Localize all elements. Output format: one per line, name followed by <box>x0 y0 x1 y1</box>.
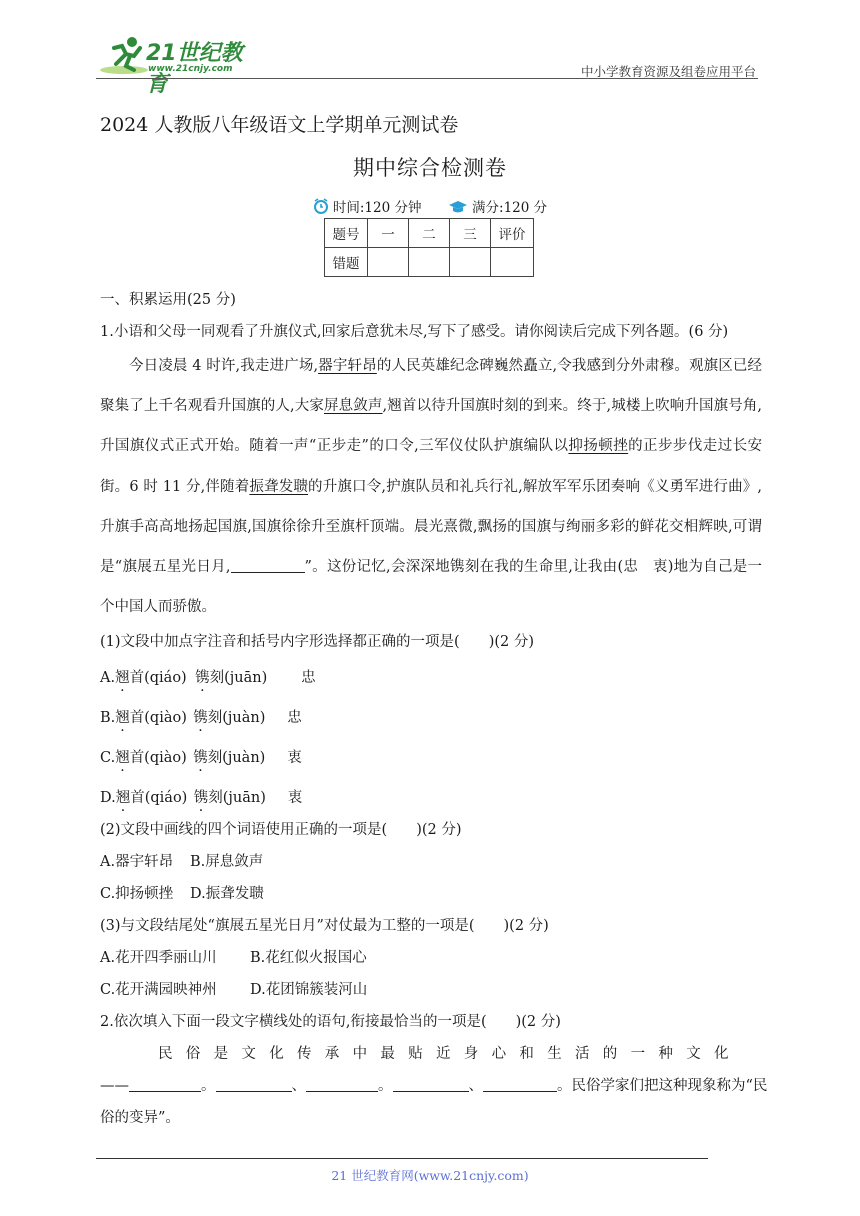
dotted-character: 翘 <box>115 750 130 766</box>
exam-title: 期中综合检测卷 <box>353 156 507 180</box>
underlined-word: 屏息敛声 <box>324 398 383 415</box>
table-cell <box>450 248 491 277</box>
table-cell <box>491 248 534 277</box>
option-row <box>100 882 264 903</box>
question-1-stem: 1.小语和父母一同观看了升旗仪式,回家后意犹未尽,写下了感受。请你阅读后完成下列各题。(6 分) <box>100 324 729 340</box>
underlined-word: 器宇轩昂 <box>318 358 377 374</box>
underlined-word: 振聋发聩 <box>249 478 309 495</box>
table-row <box>325 219 534 248</box>
series-title: 2024 人教版八年级语文上学期单元测试卷 <box>100 114 459 136</box>
sub-question-3: (3)与文段结尾处“旗展五星光日月”对仗最为工整的一项是( )(2 分) <box>100 918 549 934</box>
table-cell: 评价 <box>491 219 534 248</box>
dotted-character: 翘 · <box>387 398 402 414</box>
option-d[interactable]: D.花团锦簇装河山 <box>250 982 368 998</box>
footer-divider <box>96 1158 708 1159</box>
option-char: 衷 <box>287 750 302 766</box>
option-b[interactable]: B.花红似火报国心 <box>250 950 367 966</box>
table-row <box>325 248 534 277</box>
dash: —— <box>100 1078 129 1094</box>
table-cell: 题号 <box>325 219 368 248</box>
sub-question-1: (1)文段中加点字注音和括号内字形选择都正确的一项是( )(2 分) <box>100 634 534 650</box>
question-1-passage <box>100 346 762 627</box>
question-2-blanks: —— 。 、 。 、 。民俗学家们把这种现象称为“民 <box>100 1078 768 1094</box>
question-2-text: 民俗是文化传承中最贴近身心和生活的一种文化 <box>158 1046 742 1062</box>
answer-blank[interactable] <box>306 1077 378 1092</box>
answer-blank[interactable] <box>483 1077 557 1092</box>
table-cell <box>368 248 409 277</box>
dotted-character: 翘 <box>115 790 131 806</box>
option-a[interactable]: A.花开四季丽山川 <box>100 950 217 966</box>
section-heading: 一、积累运用(25 分) <box>100 292 236 308</box>
passage-text: ”。这份记忆,会深深地 <box>304 559 451 576</box>
option-char: 衷 <box>287 790 303 806</box>
passage-text: 的正步步伐走过长安街。6 时 11 分,伴随着 <box>100 438 763 495</box>
answer-blank[interactable] <box>393 1077 469 1092</box>
answer-blank[interactable] <box>216 1077 292 1092</box>
answer-blank[interactable] <box>231 558 305 573</box>
passage-text: 今日凌晨 4 时许,我走进广场, <box>129 358 319 374</box>
option-letter: D. <box>100 790 116 806</box>
table-cell: 错题 <box>325 248 368 277</box>
option-c[interactable]: C.抑扬顿挫 <box>100 886 174 902</box>
table-cell: 二 <box>409 219 450 248</box>
passage-text: 刻在我的生命里,让我由(忠 衷)地为自己是一个中国人而骄傲。 <box>100 559 763 616</box>
table-cell <box>409 248 450 277</box>
option-b[interactable]: B.翘首(qiào) 镌刻(juàn) 忠 <box>100 706 302 727</box>
dotted-character: 镌 <box>193 790 209 806</box>
dotted-character: 镌 <box>193 750 208 766</box>
option-row <box>100 946 367 967</box>
option-letter: B. <box>100 710 116 726</box>
logo-url: www.21cnjy.com <box>148 64 233 74</box>
option-a[interactable]: A.翘首(qiáo) 镌刻(juān) 忠 <box>100 666 316 687</box>
table-cell: 一 <box>368 219 409 248</box>
dotted-character: 镌 <box>193 710 208 726</box>
question-2-text-end: 俗的变异”。 <box>100 1110 180 1126</box>
logo-text: 21世纪教育 <box>146 41 243 97</box>
passage-text: 的升旗口令,护旗队员和礼兵行礼,解放军军乐团奏响《义勇军进行曲》,升旗手高高地扬起国旗,国旗徐徐升至旗杆顶端。晨光熹微,飘扬的国旗与绚丽多彩的鲜花交相辉映,可谓是“旗展五星光日月, <box>100 478 763 576</box>
question-2-stem: 2.依次填入下面一段文字横线处的语句,衔接最恰当的一项是( )(2 分) <box>100 1014 561 1030</box>
option-c[interactable]: C.翘首(qiào) 镌刻(juàn) 衷 <box>100 746 302 767</box>
option-letter: A. <box>100 670 116 686</box>
platform-name: 中小学教育资源及组卷应用平台 <box>580 64 756 79</box>
option-row <box>100 978 367 999</box>
footer-link[interactable]: 21 世纪教育网(www.21cnjy.com) <box>331 1168 529 1183</box>
option-c[interactable]: C.花开满园映神州 <box>100 982 217 998</box>
score-table <box>324 218 534 277</box>
site-logo <box>96 34 256 97</box>
dotted-character: 翘 <box>115 710 130 726</box>
answer-blank[interactable] <box>129 1077 201 1092</box>
time-limit: 时间:120 分钟 <box>332 200 422 216</box>
header-divider <box>96 78 758 79</box>
option-d[interactable]: D.翘首(qiáo) 镌刻(juān) 衷 <box>100 786 302 807</box>
table-cell: 三 <box>450 219 491 248</box>
option-letter: C. <box>100 750 116 766</box>
underlined-word: 抑扬顿挫 <box>568 438 629 455</box>
dotted-character: 镌 · <box>450 559 465 575</box>
passage-text: , <box>382 398 388 415</box>
graduation-cap-icon <box>448 200 468 218</box>
alarm-clock-icon <box>313 198 329 218</box>
full-score: 满分:120 分 <box>472 200 548 216</box>
exam-meta <box>0 196 860 218</box>
option-char: 忠 <box>287 710 302 726</box>
option-row <box>100 850 263 871</box>
sub-question-2: (2)文段中画线的四个词语使用正确的一项是( )(2 分) <box>100 822 462 838</box>
passage-text: 的人民英雄纪念碑巍然矗立,令我感到分外肃穆。观旗区已经聚集了上千名观看升国旗的人,大家 <box>100 358 763 415</box>
question-2-tail: 。民俗学家们把这种现象称为“民 <box>557 1078 768 1094</box>
passage-text: 首以待升国旗时刻的到来。终于,城楼上吹响升国旗号角,升国旗仪式正式开始。随着一声“正步走”的口令,三军仪仗队护旗编队以 <box>100 398 763 455</box>
option-d[interactable]: D.振聋发聩 <box>190 886 264 902</box>
dotted-character: 翘 <box>115 670 130 686</box>
dotted-character: 镌 <box>195 670 210 686</box>
option-char: 忠 <box>301 670 316 686</box>
option-a[interactable]: A.器宇轩昂 <box>100 854 174 870</box>
option-b[interactable]: B.屏息敛声 <box>190 854 264 870</box>
